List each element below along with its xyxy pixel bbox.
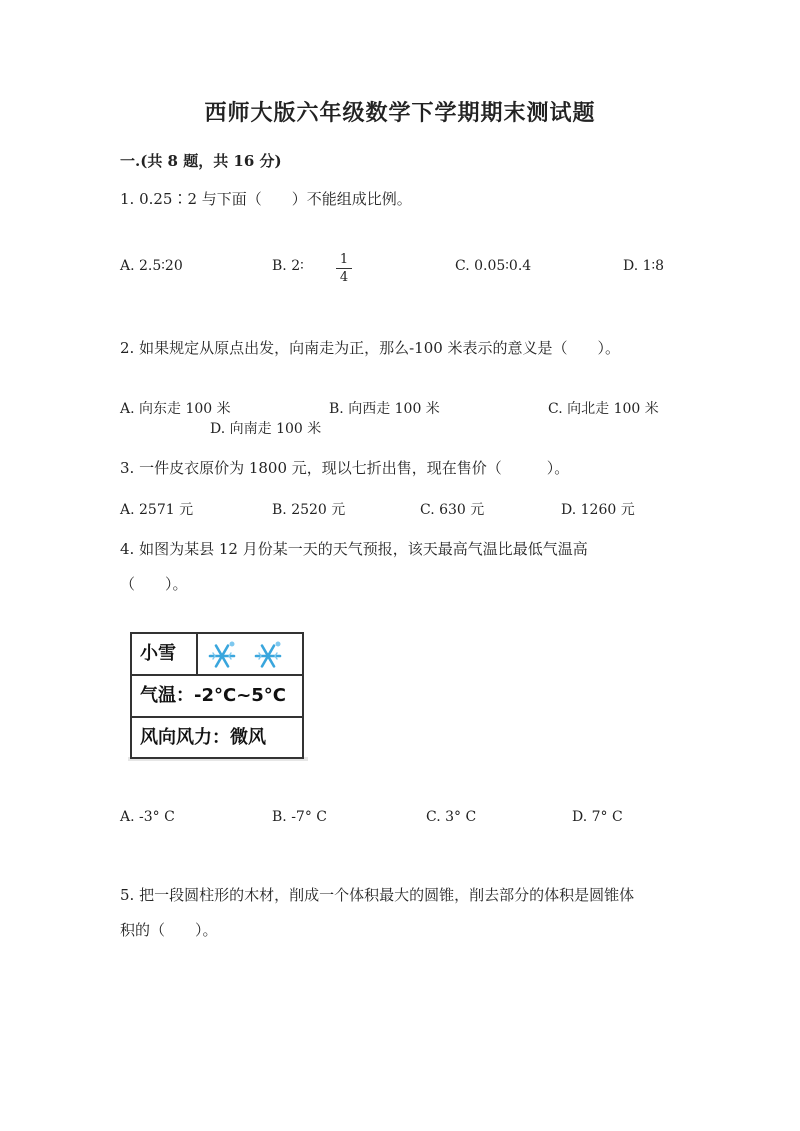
question-1-fraction	[336, 252, 352, 285]
question-2-option-c: C. 向北走 100 米	[548, 401, 659, 417]
question-4-option-b: B. -7° C	[272, 809, 327, 825]
question-1-option-c: C. 0.05∶0.4	[455, 258, 532, 274]
question-5-stem-line1: 5. 把一段圆柱形的木材，削成一个体积最大的圆锥，削去部分的体积是圆锥体	[120, 886, 635, 904]
page-title: 西师大版六年级数学下学期期末测试题	[204, 100, 596, 126]
weather-forecast-card	[130, 632, 304, 759]
question-4-option-c: C. 3° C	[426, 809, 477, 825]
fraction-denominator: 4	[339, 270, 349, 285]
temperature-row	[132, 676, 302, 718]
question-5-stem-line2: 积的（ ）。	[120, 921, 218, 939]
weather-row	[132, 634, 302, 676]
fraction-bar	[336, 268, 352, 269]
temperature-label: 气温：-2°C~5°C	[140, 685, 287, 706]
wind-row	[132, 718, 302, 757]
question-4-stem-line2: （ ）。	[120, 575, 188, 593]
question-4-option-a: A. -3° C	[120, 809, 175, 825]
question-2-option-d: D. 向南走 100 米	[210, 421, 322, 437]
question-3-option-d: D. 1260 元	[561, 502, 635, 518]
question-3-option-a: A. 2571 元	[120, 502, 194, 518]
section-heading: 一.(共 8 题，共 16 分)	[120, 152, 282, 170]
question-4-option-d: D. 7° C	[572, 809, 623, 825]
question-1-option-a: A. 2.5∶20	[120, 258, 183, 274]
question-2-option-b: B. 向西走 100 米	[329, 401, 440, 417]
weather-label: 小雪	[132, 634, 198, 674]
snowflake-icon	[202, 638, 298, 672]
question-2-stem: 2. 如果规定从原点出发，向南走为正，那么-100 米表示的意义是（ ）。	[120, 339, 621, 357]
fraction-numerator: 1	[339, 252, 349, 267]
question-1-stem: 1. 0.25∶2 与下面（ ）不能组成比例。	[120, 190, 412, 208]
question-3-option-b: B. 2520 元	[272, 502, 346, 518]
wind-label: 风向风力：微风	[140, 727, 266, 748]
question-3-option-c: C. 630 元	[420, 502, 485, 518]
question-3-stem: 3. 一件皮衣原价为 1800 元，现以七折出售，现在售价（ ）。	[120, 459, 570, 477]
question-1-option-b: B. 2∶	[272, 258, 304, 274]
question-1-option-d: D. 1∶8	[623, 258, 665, 274]
question-2-option-a: A. 向东走 100 米	[120, 401, 231, 417]
snow-icons	[202, 638, 298, 676]
question-4-stem-line1: 4. 如图为某县 12 月份某一天的天气预报，该天最高气温比最低气温高	[120, 540, 588, 558]
